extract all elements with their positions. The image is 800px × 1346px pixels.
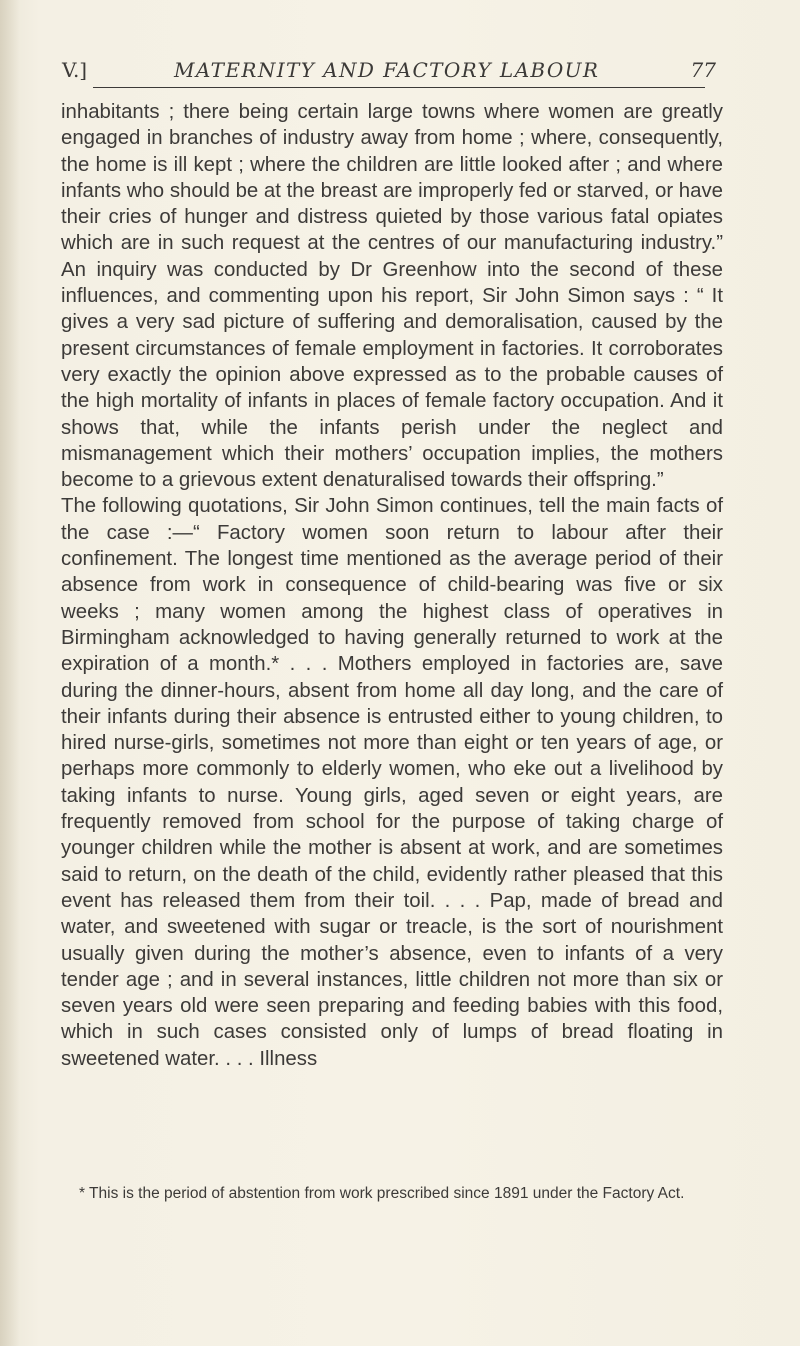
paragraph-1: inhabitants ; there being certain large towns where women are greatly engaged in branches of industry away from home ; where, consequently, the home is ill kept ; where the children are little looked after ; and where infants who should be at the breast are improperly fed or starved, or have their cries of hunger and distress quieted by those various fatal opiates which are in such request at the centres of our manufacturing industry.” An inquiry was conducted by Dr Greenhow into the second of these influences, and commenting upon his report, Sir John Simon says : “ It gives a very sad picture of suffering and demoralisation, caused by the present circumstances of female employment in factories. It corroborates very exactly the opinion above expressed as to the probable causes of the high mortality of infants in places of female factory occupation. And it shows that, while the infants perish under the neglect and mismanagement which their mothers’ occupation implies, the mothers become to a grievous extent denaturalised towards their offspring.” xyxy=(61,101,723,492)
running-header xyxy=(62,56,722,86)
paragraph-2: The following quotations, Sir John Simon continues, tell the main facts of the case :—“ Factory women soon return to labour after their confinement. The longest time mentioned as the average period of their absence from work in consequence of child-bearing was five or six weeks ; many women among the highest class of operatives in Birmingham acknowledged to having generally returned to work at the expiration of a month.* . . . Mothers employed in factories are, save during the dinner-hours, absent from home all day long, and the care of their infants during their absence is entrusted either to young children, to hired nurse-girls, sometimes not more than eight or ten years of age, or perhaps more commonly to elderly women, who eke out a livelihood by taking infants to nurse. Young girls, aged seven or eight years, are frequently removed from school for the purpose of taking charge of younger children while the mother is absent at work, and are sometimes said to return, on the death of the child, evidently rather pleased that this event has released them from their toil. . . . Pap, made of bread and water, and sweetened with sugar or treacle, is the sort of nourishment usually given during the mother’s absence, even to infants of a very tender age ; and in several instances, little children not more than six or seven years old were seen preparing and feeding babies with this food, which in such cases consisted only of lumps of bread floating in sweetened water. . . . Illness xyxy=(61,495,723,1070)
body-text xyxy=(61,99,723,1072)
spine-shadow xyxy=(0,0,20,1346)
running-title: MATERNITY AND FACTORY LABOUR xyxy=(174,58,600,82)
page-number: 77 xyxy=(690,58,716,82)
chapter-number: V.] xyxy=(62,58,88,82)
footnote: * This is the period of abstention from work prescribed since 1891 under the Factory Act. xyxy=(79,1185,685,1202)
header-rule xyxy=(93,87,705,88)
